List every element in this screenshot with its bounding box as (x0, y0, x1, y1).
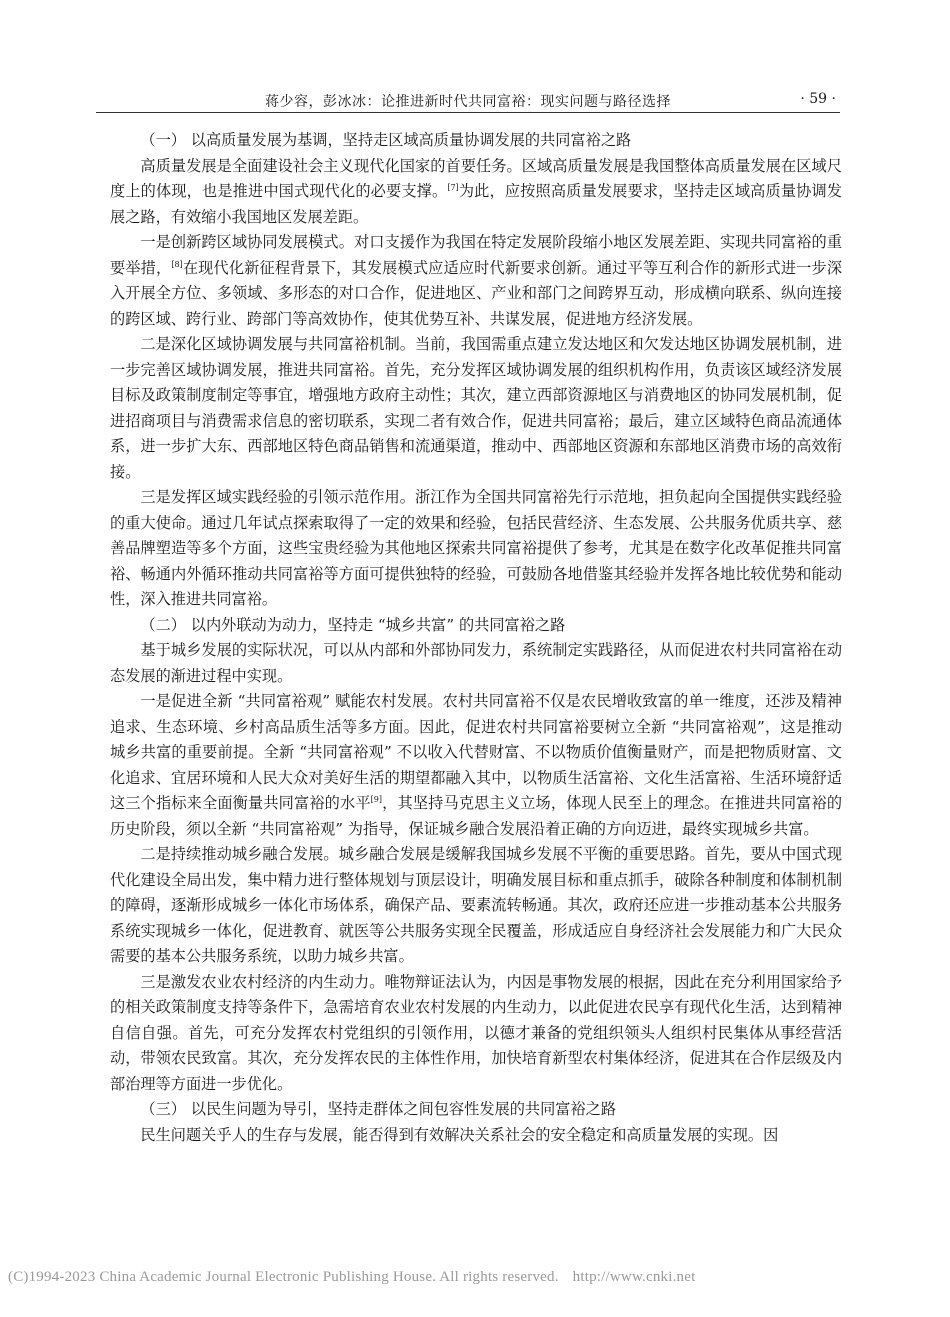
body-paragraph (110, 230, 842, 332)
paragraph-text: 民生问题关乎人的生存与发展，能否得到有效解决关系社会的安全稳定和高质量发展的实现。因 (140, 1125, 779, 1144)
body-paragraph (110, 154, 842, 231)
copyright-text: (C)1994-2023 China Academic Journal Electronic Publishing House. All rights reserved. (8, 1269, 559, 1285)
body-paragraph (110, 485, 842, 613)
body-paragraph (110, 332, 842, 485)
paragraph-text: 为此，应按照高质量发展要求，坚持走区域高质量协调发展之路，有效缩小我国地区发展差距。 (110, 182, 843, 226)
body-paragraph (110, 638, 842, 689)
section-heading: （二） 以内外联动为动力，坚持走 “城乡共富” 的共同富裕之路 (140, 615, 566, 634)
header-title: 蒋少容，彭冰冰：论推进新时代共同富裕：现实问题与路径选择 (265, 94, 671, 110)
section-heading: （三） 以民生问题为导引，坚持走群体之间包容性发展的共同富裕之路 (140, 1100, 617, 1118)
body-paragraph (110, 1123, 842, 1149)
paragraph-text: 二是持续推动城乡融合发展。城乡融合发展是缓解我国城乡发展不平衡的重要思路。首先，要从中国式现代化建设全局出发，集中精力进行整体规划与顶层设计，明确发展目标和重点抓手，破除各种制度和体制机制的障碍，逐渐形成城乡一体化市场体系，确保产品、要素流转畅通。其次，政府还应进一步推动基本公共服务系统实现城乡一体化，促进教育、就医等公共服务实现全民覆盖，形成适应自身经济社会发展能力和广大民众需要的基本公共服务系统，以助力城乡共富。 (110, 845, 842, 965)
paragraph-text: 三是发挥区域实践经验的引领示范作用。浙江作为全国共同富裕先行示范地，担负起向全国提供实践经验的重大使命。通过几年试点探索取得了一定的效果和经验，包括民营经济、生态发展、公共服务优质共享、慈善品牌塑造等多个方面，这些宝贵经验为其他地区探索共同富裕提供了参考，尤其是在数字化改革促推共同富裕、畅通内外循环推动共同富裕等方面可提供独特的经验，可鼓励各地借鉴其经验并发挥各地比较优势和能动性，深入推进共同富裕。 (110, 488, 842, 608)
paragraph-text: 三是激发农业农村经济的内生动力。唯物辩证法认为，内因是事物发展的根据，因此在充分利用国家给予的相关政策制度支持等条件下，急需培育农业农村发展的内生动力，以此促进农民享有现代化生活，达到精神自信自强。首先，可充分发挥农村党组织的引领作用，以德才兼备的党组织领头人组织村民集体从事经营活动，带领农民致富。其次，充分发挥农民的主体性作用，加快培育新型农村集体经济，促进其在合作层级及内部治理等方面进一步优化。 (110, 972, 842, 1093)
article-body (110, 128, 842, 1148)
section-heading: （一） 以高质量发展为基调，坚持走区域高质量协调发展的共同富裕之路 (140, 131, 632, 149)
body-paragraph (110, 970, 842, 1098)
paragraph-text: 基于城乡发展的实际状况，可以从内部和外部协同发力，系统制定实践路径，从而促进农村共同富裕在动态发展的渐进过程中实现。 (110, 641, 842, 685)
citation-marker: [9] (370, 794, 383, 804)
paragraph-text: 在现代化新征程背景下，其发展模式应适应时代新要求创新。通过平等互利合作的新形式进一步深入开展全方位、多领域、多形态的对口合作，促进地区、产业和部门之间跨界互动，形成横向联系、纵向连接的跨区域、跨行业、跨部门等高效协作，使其优势互补、共谋发展，促进地方经济发展。 (110, 258, 843, 328)
paragraph-text: ，其坚持马克思主义立场，体现人民至上的理念。在推进共同富裕的历史阶段，须以全新 “共同富裕观” 为指导，保证城乡融合发展沿着正确的方向迈进，最终实现城乡共富。 (110, 794, 843, 838)
citation-marker: [8] (171, 259, 183, 269)
paragraph-text: 二是深化区域协调发展与共同富裕机制。当前，我国需重点建立发达地区和欠发达地区协调发展机制，进一步完善区域协调发展，推进共同富裕。首先，充分发挥区域协调发展的组织机构作用，负责该区域经济发展目标及政策制度制定等事宜，增强地方政府主动性；其次，建立西部资源地区与消费地区的协同发展机制，促进招商项目与消费需求信息的密切联系，实现二者有效合作，促进共同富裕；最后，建立区域特色商品流通体系，进一步扩大东、西部地区特色商品销售和流通渠道，推动中、西部地区资源和东部地区消费市场的高效衔接。 (110, 335, 842, 481)
running-header (96, 88, 840, 113)
citation-marker: [7] (447, 182, 459, 192)
body-paragraph (110, 689, 842, 842)
body-paragraph (110, 842, 842, 970)
page-number: · 59 · (800, 91, 836, 107)
paragraph-text: 一是创新跨区域协同发展模式。对口支援作为我国在特定发展阶段缩小地区发展差距、实现共同富裕的重要举措， (110, 233, 842, 277)
copyright-footer (8, 1269, 808, 1286)
paragraph-text: 一是促进全新 “共同富裕观” 赋能农村发展。农村共同富裕不仅是农民增收致富的单一维度，还涉及精神追求、生态环境、乡村高品质生活等多方面。因此，促进农村共同富裕要树立全新 “共同富裕观”，这是推动城乡共富的重要前提。全新 “共同富裕观” 不以收入代替财富、不以物质价值衡量财产，而是把物质财富、文化追求、宜居环境和人民大众对美好生活的期望都融入其中，以物质生活富裕、文化生活富裕、生活环境舒适这三个指标来全面衡量共同富裕的水平 (110, 692, 842, 812)
cnki-link[interactable]: http://www.cnki.net (572, 1269, 696, 1285)
paragraph-text: 高质量发展是全面建设社会主义现代化国家的首要任务。区域高质量发展是我国整体高质量发展在区域尺度上的体现，也是推进中国式现代化的必要支撑。 (110, 156, 842, 200)
